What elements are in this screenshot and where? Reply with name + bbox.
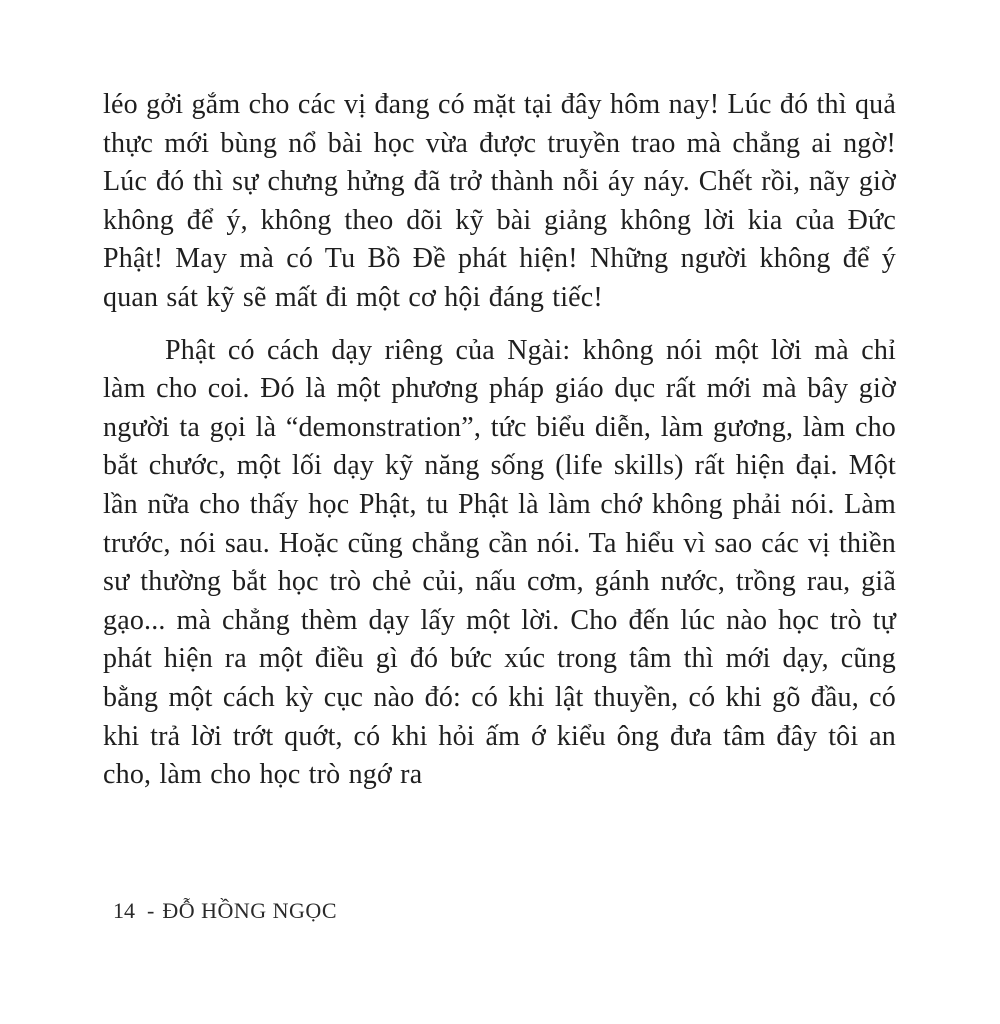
footer-separator: - <box>147 898 155 923</box>
author-name: ĐỖ HỒNG NGỌC <box>162 898 337 923</box>
body-text <box>103 86 896 795</box>
paragraph: Phật có cách dạy riêng của Ngài: không nói một lời mà chỉ làm cho coi. Đó là một phương pháp giáo dục rất mới mà bây giờ người ta gọi là “demonstration”, tức biểu diễn, làm gương, làm cho bắt chước, một lối dạy kỹ năng sống (life skills) rất hiện đại. Một lần nữa cho thấy học Phật, tu Phật là làm chớ không phải nói. Làm trước, nói sau. Hoặc cũng chẳng cần nói. Ta hiểu vì sao các vị thiền sư thường bắt học trò chẻ củi, nấu cơm, gánh nước, trồng rau, giã gạo... mà chẳng thèm dạy lấy một lời. Cho đến lúc nào học trò tự phát hiện ra một điều gì đó bức xúc trong tâm thì mới dạy, cũng bằng một cách kỳ cục nào đó: có khi lật thuyền, có khi gõ đầu, có khi trả lời trớt quớt, có khi hỏi ấm ớ kiểu ông đưa tâm đây tôi an cho, làm cho học trò ngớ ra <box>103 334 896 791</box>
paragraph: léo gởi gắm cho các vị đang có mặt tại đây hôm nay! Lúc đó thì quả thực mới bùng nổ bài học vừa được truyền trao mà chẳng ai ngờ! Lúc đó thì sự chưng hửng đã trở thành nỗi áy náy. Chết rồi, nãy giờ không để ý, không theo dõi kỹ bài giảng không lời kia của Đức Phật! May mà có Tu Bồ Đề phát hiện! Những người không để ý quan sát kỹ sẽ mất đi một cơ hội đáng tiếc! <box>103 89 896 313</box>
page-footer <box>113 898 337 924</box>
page-number: 14 <box>113 898 135 923</box>
